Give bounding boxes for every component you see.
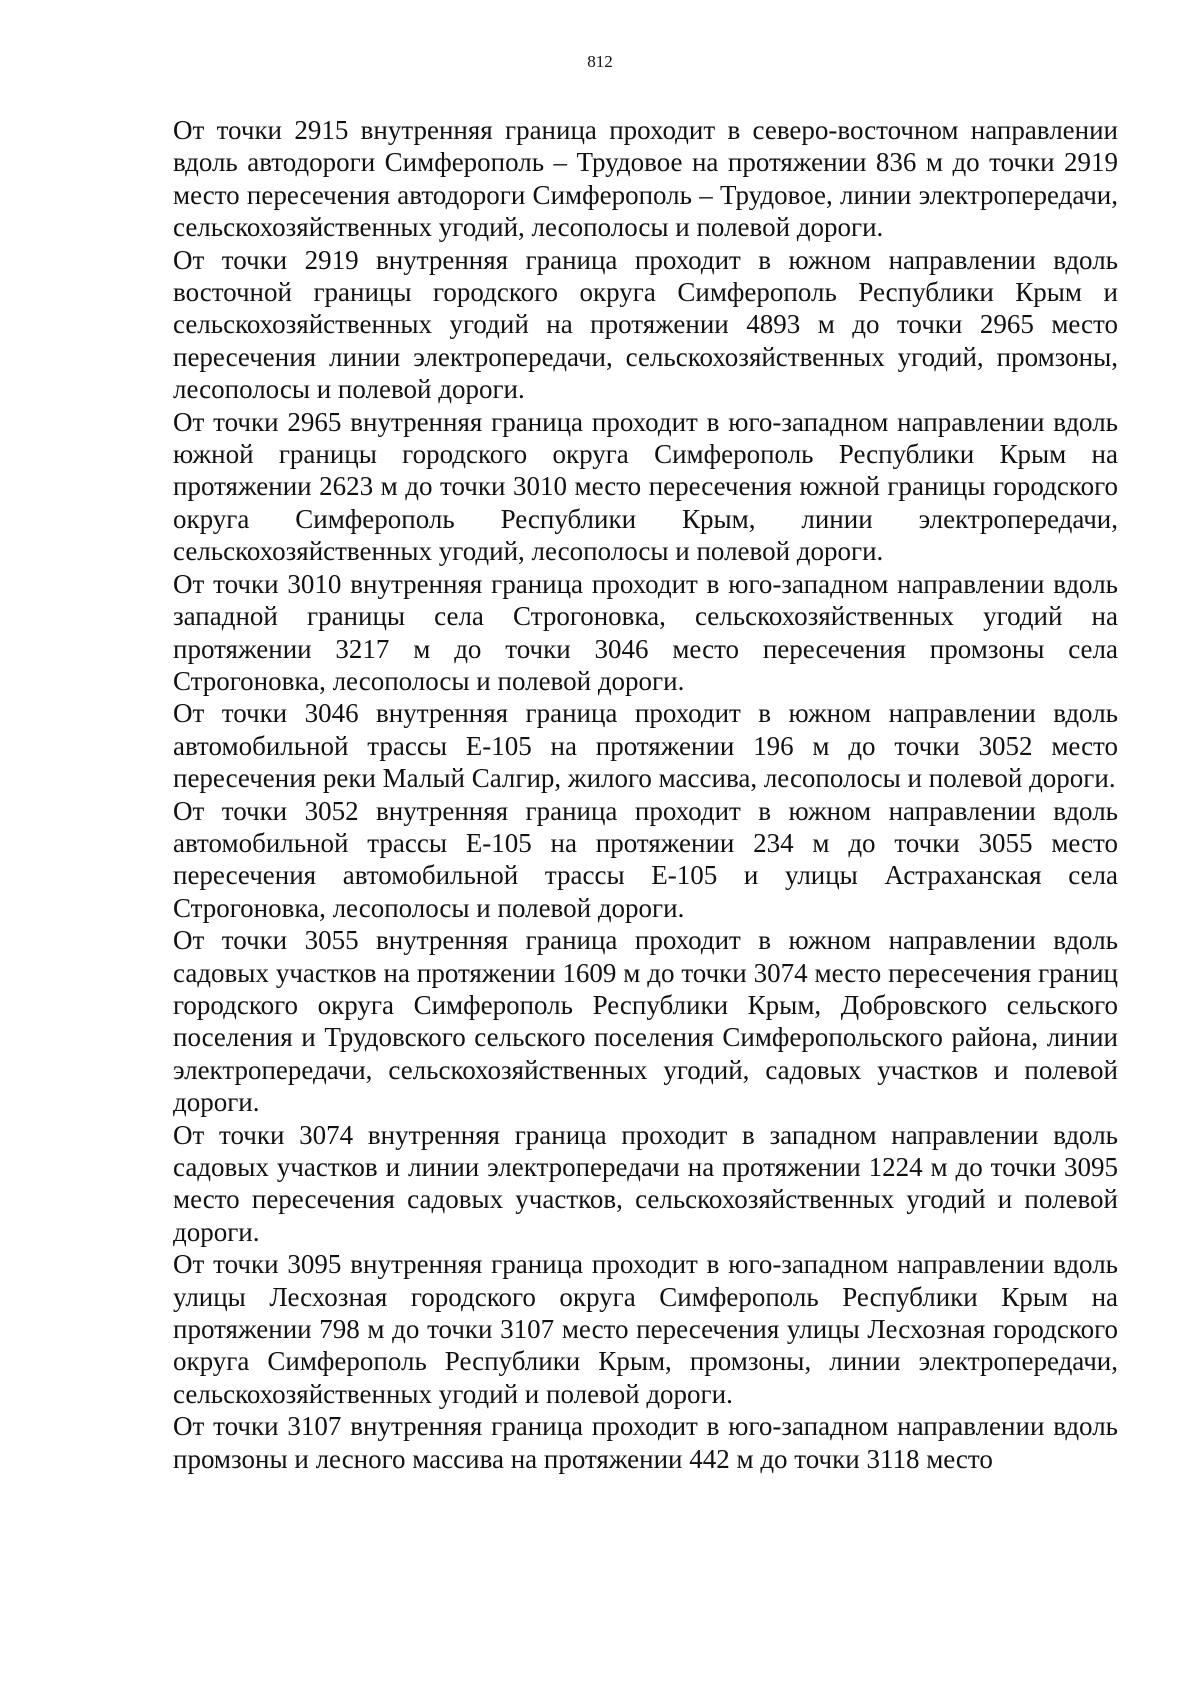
boundary-paragraph-continued: От точки 3107 внутренняя граница проходит в юго-западном направлении вдоль промзоны и лесного массива на протяжении 442 м до точки 3118 место [173, 1411, 1118, 1474]
boundary-paragraph: От точки 2965 внутренняя граница проходит в юго-западном направлении вдоль южной границы городского округа Симферополь Республики Крым на протяжении 2623 м до точки 3010 место пересечения южной границы городского округа Симферополь Республики Крым, линии электропередачи, сельскохозяйственных угодий, лесополосы и полевой дороги. [173, 406, 1118, 567]
boundary-paragraph: От точки 3046 внутренняя граница проходит в южном направлении вдоль автомобильной трассы Е-105 на протяжении 196 м до точки 3052 место пересечения реки Малый Салгир, жилого массива, лесополосы и полевой дороги. [173, 698, 1118, 794]
boundary-paragraph: От точки 3095 внутренняя граница проходит в юго-западном направлении вдоль улицы Лесхозная городского округа Симферополь Республики Крым на протяжении 798 м до точки 3107 место пересечения улицы Лесхозная городского округа Симферополь Республики Крым, промзоны, линии электропередачи, сельскохозяйственных угодий и полевой дороги. [173, 1249, 1118, 1409]
boundary-paragraph: От точки 3052 внутренняя граница проходит в южном направлении вдоль автомобильной трассы Е-105 на протяжении 234 м до точки 3055 место пересечения автомобильной трассы Е-105 и улицы Астраханская села Строгоновка, лесополосы и полевой дороги. [173, 795, 1118, 923]
page-number: 812 [587, 52, 613, 71]
boundary-paragraph: От точки 3010 внутренняя граница проходит в юго-западном направлении вдоль западной границы села Строгоновка, сельскохозяйственных угодий на протяжении 3217 м до точки 3046 место пересечения промзоны села Строгоновка, лесополосы и полевой дороги. [173, 568, 1118, 696]
document-body [173, 114, 1118, 1475]
boundary-paragraph: От точки 2919 внутренняя граница проходит в южном направлении вдоль восточной границы городского округа Симферополь Республики Крым и сельскохозяйственных угодий на протяжении 4893 м до точки 2965 место пересечения линии электропередачи, сельскохозяйственных угодий, промзоны, лесополосы и полевой дороги. [173, 244, 1118, 405]
boundary-paragraph: От точки 3055 внутренняя граница проходит в южном направлении вдоль садовых участков на протяжении 1609 м до точки 3074 место пересечения границ городского округа Симферополь Республики Крым, Добровского сельского поселения и Трудовского сельского поселения Симферопольского района, линии электропередачи, сельскохозяйственных угодий, садовых участков и полевой дороги. [173, 925, 1118, 1118]
boundary-paragraph: От точки 3074 внутренняя граница проходит в западном направлении вдоль садовых участков и линии электропередачи на протяжении 1224 м до точки 3095 место пересечения садовых участков, сельскохозяйственных угодий и полевой дороги. [173, 1119, 1118, 1247]
boundary-paragraph: От точки 2915 внутренняя граница проходит в северо-восточном направлении вдоль автодороги Симферополь – Трудовое на протяжении 836 м до точки 2919 место пересечения автодороги Симферополь – Трудовое, линии электропередачи, сельскохозяйственных угодий, лесополосы и полевой дороги. [173, 115, 1118, 243]
